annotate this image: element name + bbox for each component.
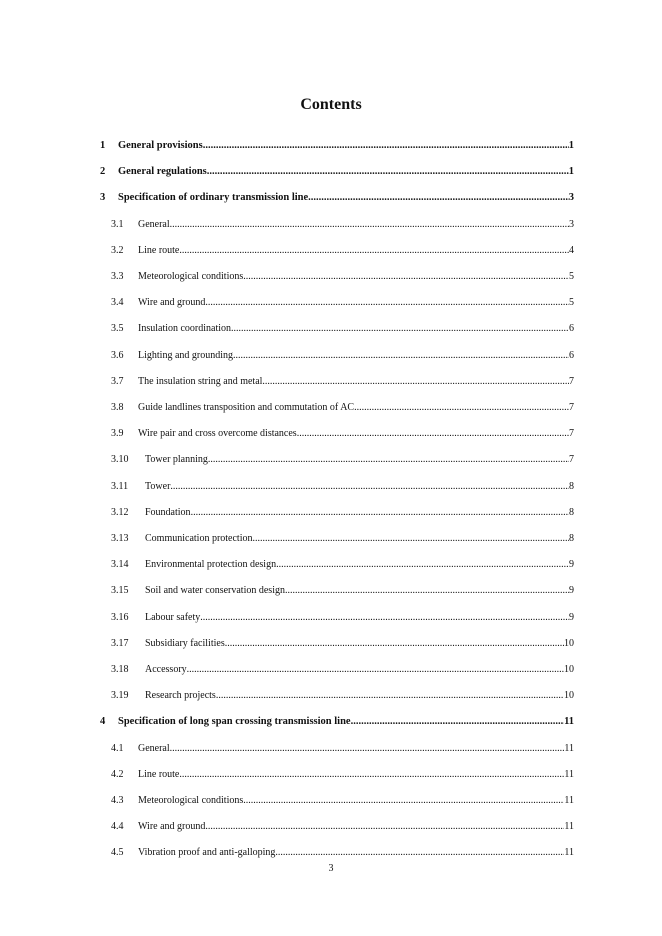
toc-entry-page: 1 [568,166,574,178]
toc-entry-title: Subsidiary facilities [145,637,225,649]
toc-entry[interactable] [111,663,574,677]
toc-entry-number: 4.1 [111,742,124,754]
toc-entry-title: Insulation coordination [138,323,232,335]
toc-entry-page: 4 [569,244,574,256]
toc-entry-title: General [138,742,170,754]
toc-entry-number: 3.8 [111,402,124,413]
toc-entry-title: Vibration proof and anti-galloping [138,847,276,859]
toc-entry-page: 8 [569,480,574,492]
toc-entry-number: 3.7 [111,375,124,387]
toc-leader-dots [170,742,565,756]
toc-entry[interactable] [111,270,574,284]
toc-entry-title: Wire pair and cross overcome distances [138,428,297,440]
toc-entry-number: 3.17 [111,637,129,649]
toc-entry[interactable] [111,689,574,703]
toc-entry[interactable] [111,794,574,808]
toc-entry-number: 2 [100,166,106,178]
toc-entry[interactable] [111,322,574,336]
toc-entry-page: 11 [564,821,574,833]
toc-entry-number: 3.5 [111,323,124,335]
toc-leader-dots [308,191,569,205]
toc-entry-title: Wire and ground [138,297,206,309]
toc-leader-dots [170,480,569,494]
toc-leader-dots [276,558,569,572]
toc-entry-number: 3.19 [111,690,129,702]
toc-entry[interactable] [111,296,574,310]
toc-leader-dots [297,427,569,441]
toc-entry[interactable] [111,584,574,598]
toc-entry-number: 1 [100,140,106,151]
toc-entry-number: 3.14 [111,559,129,571]
toc-entry-page: 8 [569,506,574,518]
toc-entry-title: Specification of long span crossing transmission line [118,716,351,728]
toc-leader-dots [216,689,564,703]
toc-entry-page: 7 [569,428,574,440]
toc-leader-dots [200,611,569,625]
toc-entry[interactable] [100,715,574,729]
toc-leader-dots [207,165,569,179]
toc-entry[interactable] [111,427,574,441]
toc-entry[interactable] [111,742,574,756]
toc-entry-number: 4.3 [111,795,124,806]
toc-entry-page: 10 [564,637,574,649]
toc-entry-title: Guide landlines transposition and commutation of AC [138,402,355,413]
toc-entry[interactable] [100,191,574,205]
toc-entry-number: 3.11 [111,480,129,492]
toc-entry-title: Communication protection [145,533,253,544]
toc-entry-number: 4.2 [111,768,124,780]
toc-entry[interactable] [111,558,574,572]
toc-entry-page: 3 [568,192,574,204]
toc-entry-page: 11 [564,716,574,728]
toc-entry[interactable] [111,453,574,467]
toc-entry-page: 7 [569,402,574,413]
toc-entry[interactable] [111,401,574,415]
toc-entry-number: 3.2 [111,244,124,256]
toc-entry-title: Tower planning [145,454,208,466]
toc-leader-dots [170,218,569,232]
toc-leader-dots [285,584,569,598]
toc-leader-dots [231,322,569,336]
toc-entry-title: Labour safety [145,611,201,623]
toc-entry-number: 3.10 [111,454,129,466]
toc-leader-dots [191,506,569,520]
toc-entry-page: 9 [569,611,574,623]
toc-leader-dots [243,794,564,808]
toc-entry-page: 11 [564,795,574,806]
toc-entry[interactable] [100,165,574,179]
toc-entry-number: 3.15 [111,585,129,597]
toc-entry-title: Line route [138,768,180,780]
toc-entry-title: Line route [138,244,180,256]
toc-entry-page: 11 [564,768,574,780]
toc-entry-page: 5 [569,271,574,282]
toc-leader-dots [203,139,569,153]
toc-entry[interactable] [111,768,574,782]
toc-entry-number: 4 [100,716,106,728]
toc-entry[interactable] [111,611,574,625]
toc-leader-dots [208,453,569,467]
toc-entry-number: 3.6 [111,349,124,361]
toc-entry-page: 10 [564,690,574,702]
toc-entry-title: Meteorological conditions [138,795,244,806]
toc-entry-title: General provisions [118,140,203,151]
toc-entry-title: Environmental protection design [145,559,277,571]
toc-entry-number: 4.4 [111,821,124,833]
toc-leader-dots [205,820,564,834]
toc-entry-page: 6 [569,323,574,335]
toc-entry-number: 3.9 [111,428,124,440]
toc-leader-dots [179,768,564,782]
toc-entry-number: 3.16 [111,611,129,623]
toc-entry-number: 3.3 [111,271,124,282]
toc-entry-title: Wire and ground [138,821,206,833]
page-number: 3 [328,863,334,874]
toc-entry[interactable] [111,846,574,860]
toc-leader-dots [351,715,564,729]
toc-entry-title: General regulations [118,166,207,178]
toc-entry[interactable] [111,375,574,389]
toc-entry-number: 3.12 [111,506,129,518]
toc-entry-title: Research projects [145,690,216,702]
toc-entry-page: 6 [569,349,574,361]
toc-entry-page: 9 [569,559,574,571]
toc-entry-page: 9 [569,585,574,597]
toc-leader-dots [262,375,569,389]
toc-entry-page: 11 [564,847,574,859]
toc-entry-page: 8 [569,533,574,544]
toc-leader-dots [179,244,569,258]
toc-entry-title: Accessory [145,664,187,675]
toc-entry[interactable] [111,244,574,258]
toc-entry-number: 3.1 [111,218,124,230]
toc-entry[interactable] [111,218,574,232]
toc-entry-title: Lighting and grounding [138,349,233,361]
toc-entry-title: Tower [145,480,171,492]
toc-entry-number: 3.18 [111,664,129,675]
toc-entry[interactable] [100,139,574,153]
toc-entry-page: 7 [569,454,574,466]
toc-entry-title: Meteorological conditions [138,271,244,282]
toc-entry-page: 3 [569,218,574,230]
page-title: Contents [300,96,362,113]
toc-entry[interactable] [111,532,574,546]
toc-entry-page: 1 [568,140,574,151]
toc-leader-dots [354,401,569,415]
toc-entry[interactable] [111,506,574,520]
toc-leader-dots [233,349,569,363]
toc-entry[interactable] [111,637,574,651]
toc-entry-title: Specification of ordinary transmission line [118,192,309,204]
toc-entry[interactable] [111,480,574,494]
toc-entry-number: 3.4 [111,297,124,309]
toc-leader-dots [205,296,569,310]
toc-entry-page: 10 [564,664,574,675]
toc-entry[interactable] [111,349,574,363]
toc-entry-title: Soil and water conservation design [145,585,285,597]
toc-leader-dots [252,532,569,546]
toc-leader-dots [243,270,569,284]
toc-entry-page: 11 [564,742,574,754]
toc-leader-dots [225,637,564,651]
toc-entry-number: 3 [100,192,106,204]
toc-entry[interactable] [111,820,574,834]
toc-leader-dots [187,663,564,677]
toc-entry-number: 3.13 [111,533,129,544]
toc-entry-page: 5 [569,297,574,309]
toc-entry-title: The insulation string and metal [138,375,263,387]
toc-entry-title: Foundation [145,506,191,518]
toc-entry-page: 7 [569,375,574,387]
toc-entry-number: 4.5 [111,847,124,859]
toc-entry-title: General [138,218,170,230]
toc-leader-dots [275,846,564,860]
